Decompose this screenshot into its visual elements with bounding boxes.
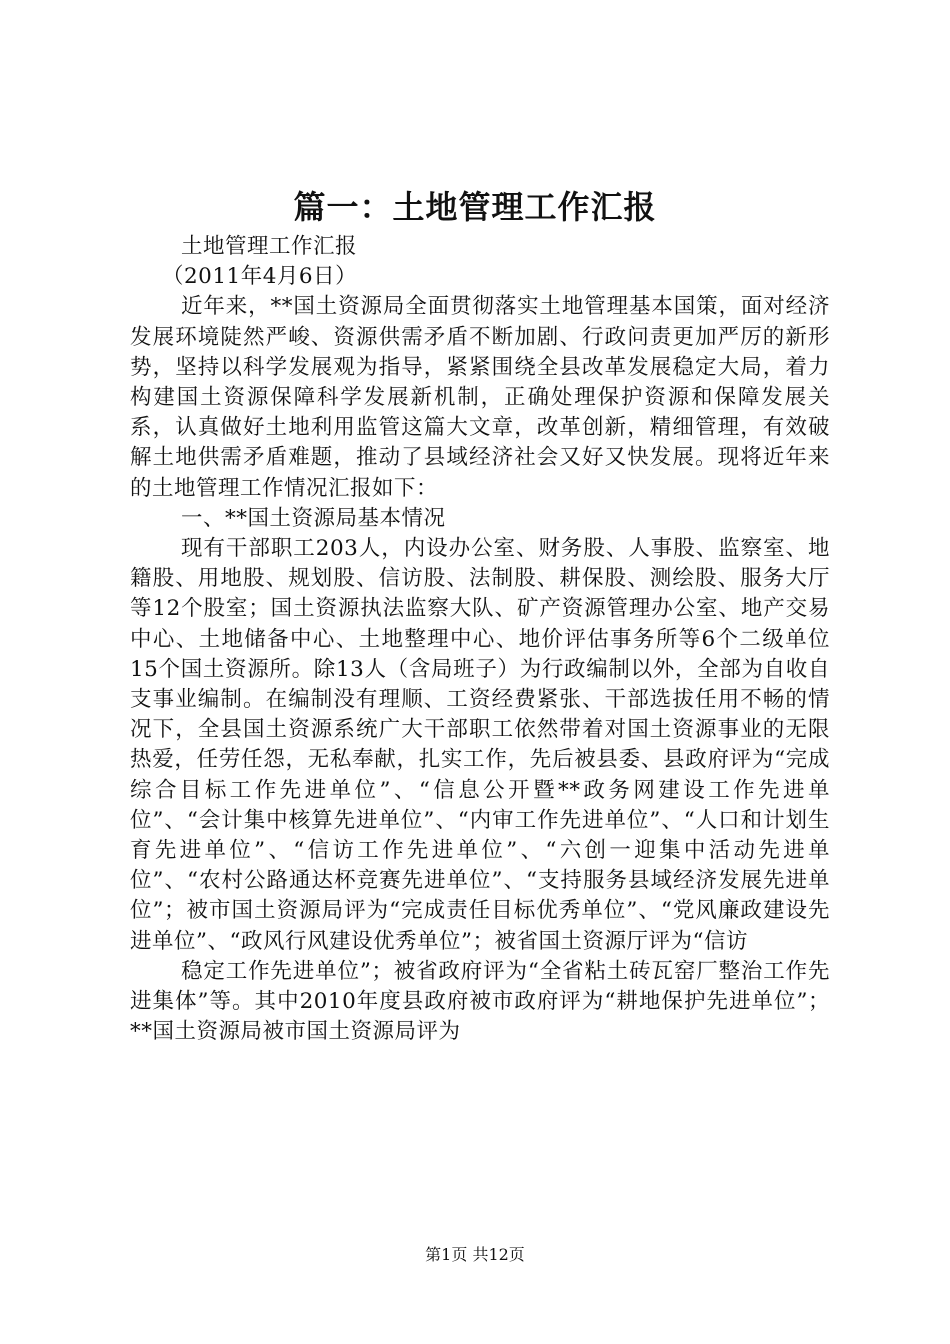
paragraph-staff-overview: 现有干部职工203人，内设办公室、财务股、人事股、监察室、地籍股、用地股、规划股、信访股、法制股、耕保股、测绘股、服务大厅等12个股室；国土资源执法监察大队、矿产资源管理办公室、地产交易中心、土地储备中心、土地整理中心、地价评估事务所等6个二级单位15个国土资源所。除13人（含局班子）为行政编制以外，全部为自收自支事业编制。在编制没有理顺、工资经费紧张、干部选拔任用不畅的情况下，全县国土资源系统广大干部职工依然带着对国土资源事业的无限热爱，任劳任怨，无私奉献，扎实工作，先后被县委、县政府评为“完成综合目标工作先进单位”、“信息公开暨**政务网建设工作先进单位”、“会计集中核算先进单位”、“内审工作先进单位”、“人口和计划生育先进单位”、“信访工作先进单位”、“六创一迎集中活动先进单位”、“农村公路通达杯竞赛先进单位”、“支持服务县域经济发展先进单位”；被市国土资源局评为“完成责任目标优秀单位”、“党风廉政建设先进单位”、“政风行风建设优秀单位”；被省国土资源厅评为“信访 <box>130 536 830 954</box>
report-subtitle: 土地管理工作汇报 <box>181 234 358 259</box>
page-number-footer: 第1页 共12页 <box>425 1245 525 1264</box>
paragraph-awards-continued: 稳定工作先进单位”；被省政府评为“全省粘土砖瓦窑厂整治工作先进集体”等。其中2010年度县政府被市政府评为“耕地保护先进单位”；**国土资源局被市国土资源局评为 <box>130 958 830 1045</box>
paragraph-intro: 近年来，**国土资源局全面贯彻落实土地管理基本国策，面对经济发展环境陡然严峻、资源供需矛盾不断加剧、行政问责更加严厉的新形势，坚持以科学发展观为指导，紧紧围绕全县改革发展稳定大局，着力构建国土资源保障科学发展新机制，正确处理保护资源和保障发展关系，认真做好土地利用监管这篇大文章，改革创新，精细管理，有效破解土地供需矛盾难题，推动了县域经济社会又好又快发展。现将近年来的土地管理工作情况汇报如下： <box>130 294 830 501</box>
document-title: 篇一：土地管理工作汇报 <box>293 188 657 226</box>
report-date: （2011年4月6日） <box>162 264 358 290</box>
document-body <box>130 232 830 1047</box>
section-heading: 一、**国土资源局基本情况 <box>181 505 446 531</box>
